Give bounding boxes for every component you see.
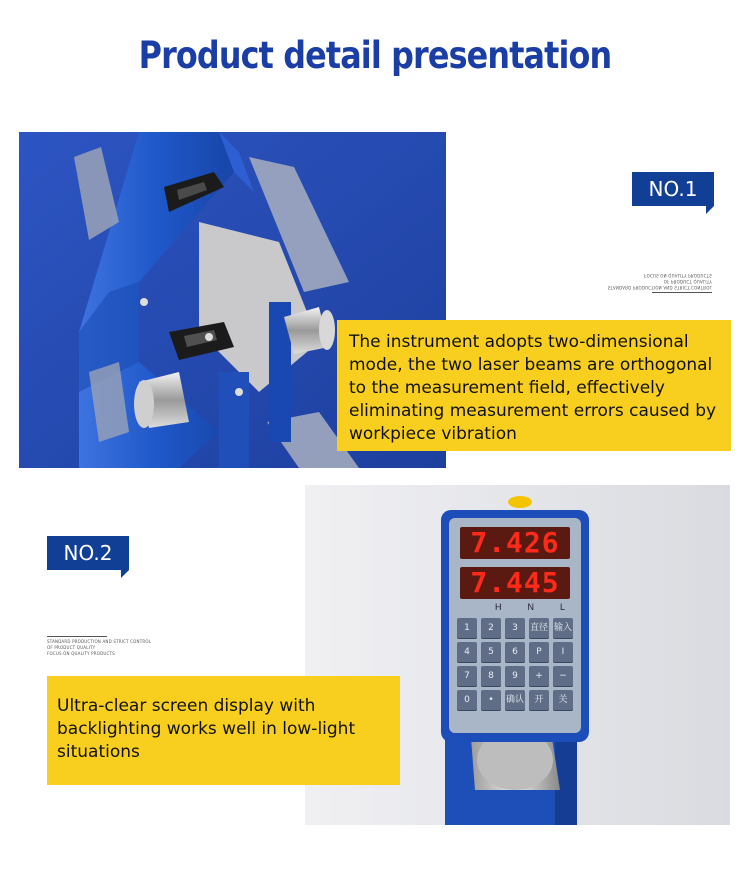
key-1[interactable]: 1 [457,618,477,638]
caption-line: STANDARD PRODUCTION AND STRICT CONTROL [607,285,712,290]
tag-no2: NO.2 [47,536,129,570]
key-diameter[interactable]: 直径 [529,618,549,638]
key-off[interactable]: 关 [553,690,573,710]
led-reading-top: 7.426 [470,526,560,559]
indicator-h: H [495,602,502,612]
key-2[interactable]: 2 [481,618,501,638]
key-confirm[interactable]: 确认 [505,690,525,710]
page-title: Product detail presentation [138,34,612,77]
key-minus[interactable]: − [553,666,573,686]
key-p[interactable]: P [529,642,549,662]
led-reading-bottom: 7.445 [470,566,560,599]
caption-line: OF PRODUCT QUALITY [47,645,96,650]
key-input[interactable]: 输入 [553,618,573,638]
key-on[interactable]: 开 [529,690,549,710]
key-4[interactable]: 4 [457,642,477,662]
key-plus[interactable]: + [529,666,549,686]
small-caption-mirrored [598,272,712,293]
key-3[interactable]: 3 [505,618,525,638]
key-i[interactable]: I [553,642,573,662]
key-5[interactable]: 5 [481,642,501,662]
indicator-n: N [527,602,534,612]
key-8[interactable]: 8 [481,666,501,686]
indicator-lights [495,602,565,612]
indicator-l: L [559,602,565,612]
key-9[interactable]: 9 [505,666,525,686]
feature-description-2: Ultra-clear screen display with backlighting works well in low-light situations [47,676,400,785]
keypad [457,618,575,710]
caption-line: FOCUS ON QUALITY PRODUCTS [644,273,712,278]
tag-no1: NO.1 [632,172,714,206]
key-0[interactable]: 0 [457,690,477,710]
key-7[interactable]: 7 [457,666,477,686]
feature-description-1: The instrument adopts two-dimensional mode, the two laser beams are orthogonal to the measurement field, effectively eliminating measurement errors caused by workpiece vibration [337,320,731,451]
caption-line: STANDARD PRODUCTION AND STRICT CONTROL [47,639,152,644]
key-6[interactable]: 6 [505,642,525,662]
key-dot[interactable]: • [481,690,501,710]
caption-line: FOCUS ON QUALITY PRODUCTS [47,651,115,656]
caption-line: OF PRODUCT QUALITY [663,279,712,284]
small-caption [47,636,167,657]
